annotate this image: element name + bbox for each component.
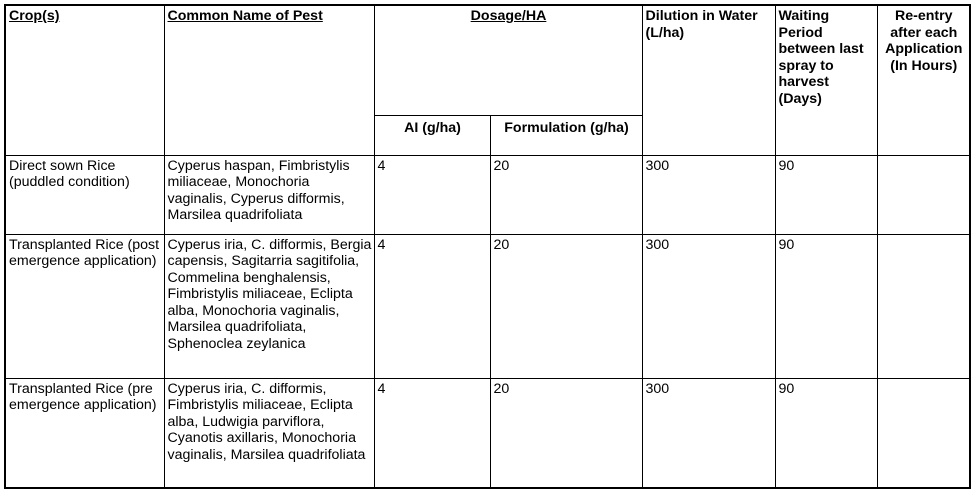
header-dilution: Dilution in Water (L/ha)	[642, 5, 775, 155]
cell-dilution: 300	[642, 378, 775, 488]
cell-formulation: 20	[490, 378, 642, 488]
table-row	[5, 234, 970, 378]
header-row-1	[5, 5, 970, 115]
cell-ai: 4	[374, 378, 490, 488]
cell-waiting: 90	[775, 155, 877, 234]
cell-pest: Cyperus iria, C. difformis, Bergia capensis, Sagitarria sagitifolia, Commelina benghalensis, Fimbristylis miliaceae, Eclipta alba, Monochoria vaginalis, Marsilea quadrifoliata, Sphenoclea zeylanica	[164, 234, 374, 378]
cell-formulation: 20	[490, 234, 642, 378]
pesticide-table-wrapper	[4, 4, 971, 489]
header-formulation: Formulation (g/ha)	[490, 115, 642, 155]
cell-reentry	[877, 378, 970, 488]
cell-pest: Cyperus haspan, Fimbristylis miliaceae, Monochoria vaginalis, Cyperus difformis, Marsilea quadrifoliata	[164, 155, 374, 234]
cell-formulation: 20	[490, 155, 642, 234]
header-crops: Crop(s)	[5, 5, 164, 155]
table-row	[5, 378, 970, 488]
header-waiting-period: Waiting Period between last spray to harvest (Days)	[775, 5, 877, 155]
cell-crop: Direct sown Rice (puddled condition)	[5, 155, 164, 234]
header-reentry: Re-entry after each Application (In Hours)	[877, 5, 970, 155]
cell-crop: Transplanted Rice (post emergence application)	[5, 234, 164, 378]
cell-reentry	[877, 234, 970, 378]
header-dosage: Dosage/HA	[374, 5, 642, 115]
cell-dilution: 300	[642, 234, 775, 378]
cell-ai: 4	[374, 234, 490, 378]
cell-waiting: 90	[775, 234, 877, 378]
pesticide-table	[4, 4, 971, 489]
cell-crop: Transplanted Rice (pre emergence application)	[5, 378, 164, 488]
cell-dilution: 300	[642, 155, 775, 234]
cell-pest: Cyperus iria, C. difformis, Fimbristylis miliaceae, Eclipta alba, Ludwigia parviflora, Cyanotis axillaris, Monochoria vaginalis, Marsilea quadrifoliata	[164, 378, 374, 488]
header-ai: AI (g/ha)	[374, 115, 490, 155]
cell-ai: 4	[374, 155, 490, 234]
header-pest: Common Name of Pest	[164, 5, 374, 155]
cell-reentry	[877, 155, 970, 234]
table-row	[5, 155, 970, 234]
cell-waiting: 90	[775, 378, 877, 488]
